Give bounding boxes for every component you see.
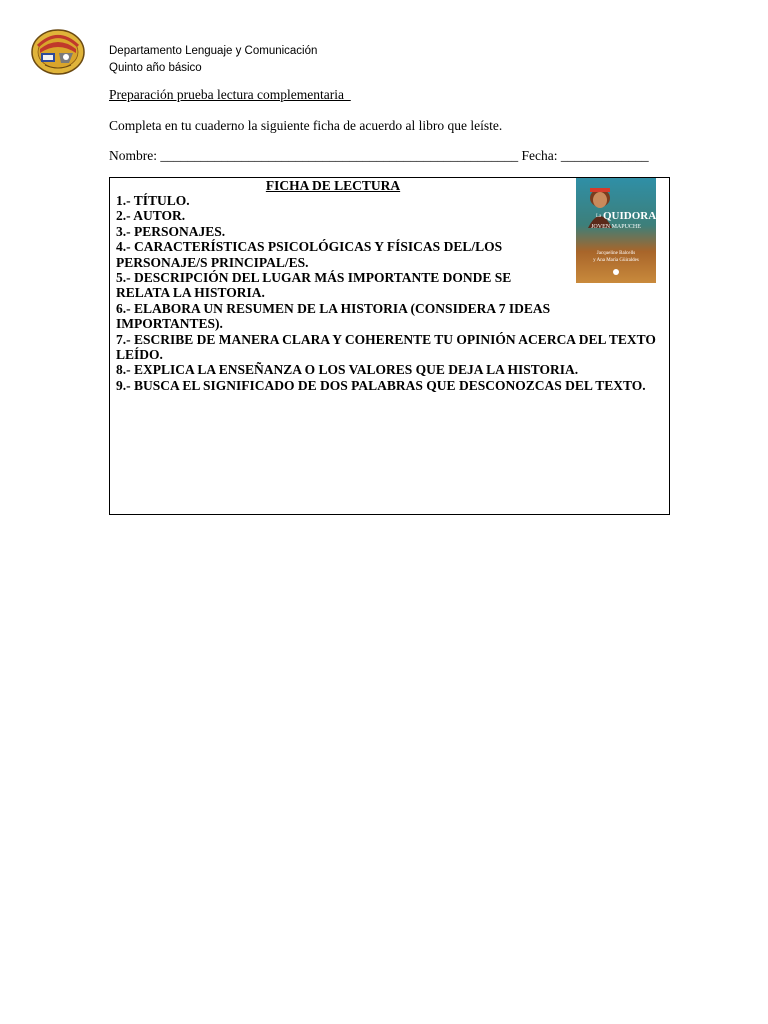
list-item: 9.- BUSCA EL SIGNIFICADO DE DOS PALABRAS QUE DESCONOZCAS DEL TEXTO. [116, 377, 646, 393]
list-item: 7.- ESCRIBE DE MANERA CLARA Y COHERENTE TU OPINIÓN ACERCA DEL TEXTO LEÍDO. [116, 331, 656, 363]
department-name: Departamento Lenguaje y Comunicación [109, 45, 318, 57]
date-field-label: Fecha: _____________ [518, 148, 649, 163]
cover-authors-line1: Jacqueline Balcells [596, 251, 636, 256]
cover-title: QUIDORA [603, 210, 656, 222]
name-field-label: Nombre: _____________________________________________________ [109, 148, 519, 163]
list-item: 1.- TÍTULO. [116, 193, 190, 208]
book-cover-image [576, 178, 656, 283]
instructions-text: Completa en tu cuaderno la siguiente ficha de acuerdo al libro que leíste. [109, 118, 503, 133]
list-item: 5.- DESCRIPCIÓN DEL LUGAR MÁS IMPORTANTE DONDE SE RELATA LA HISTORIA. [116, 270, 512, 301]
document-subtitle: Preparación prueba lectura complementaria [109, 87, 351, 102]
list-item: 4.- CARACTERÍSTICAS PSICOLÓGICAS Y FÍSICAS DEL/LOS PERSONAJE/S PRINCIPAL/ES. [116, 239, 503, 270]
list-item: 6.- ELABORA UN RESUMEN DE LA HISTORIA (CONSIDERA 7 IDEAS IMPORTANTES). [116, 300, 551, 332]
list-item: 2.- AUTOR. [116, 208, 186, 224]
cover-subtitle: JOVEN MAPUCHE [591, 224, 641, 230]
cover-authors-line2: y Ana María Güiraldes [593, 258, 639, 263]
list-item: 3.- PERSONAJES. [116, 223, 226, 239]
document-header [109, 43, 317, 77]
list-item: 8.- EXPLICA LA ENSEÑANZA O LOS VALORES QUE DEJA LA HISTORIA. [116, 362, 579, 378]
reading-sheet-title: FICHA DE LECTURA [265, 178, 401, 193]
name-date-line [109, 148, 649, 164]
grade-level: Quinto año básico [109, 62, 202, 74]
school-logo-icon [31, 29, 85, 75]
reading-sheet-box [109, 177, 670, 515]
reading-sheet-items [116, 193, 656, 393]
cover-title-small: La [596, 214, 602, 219]
